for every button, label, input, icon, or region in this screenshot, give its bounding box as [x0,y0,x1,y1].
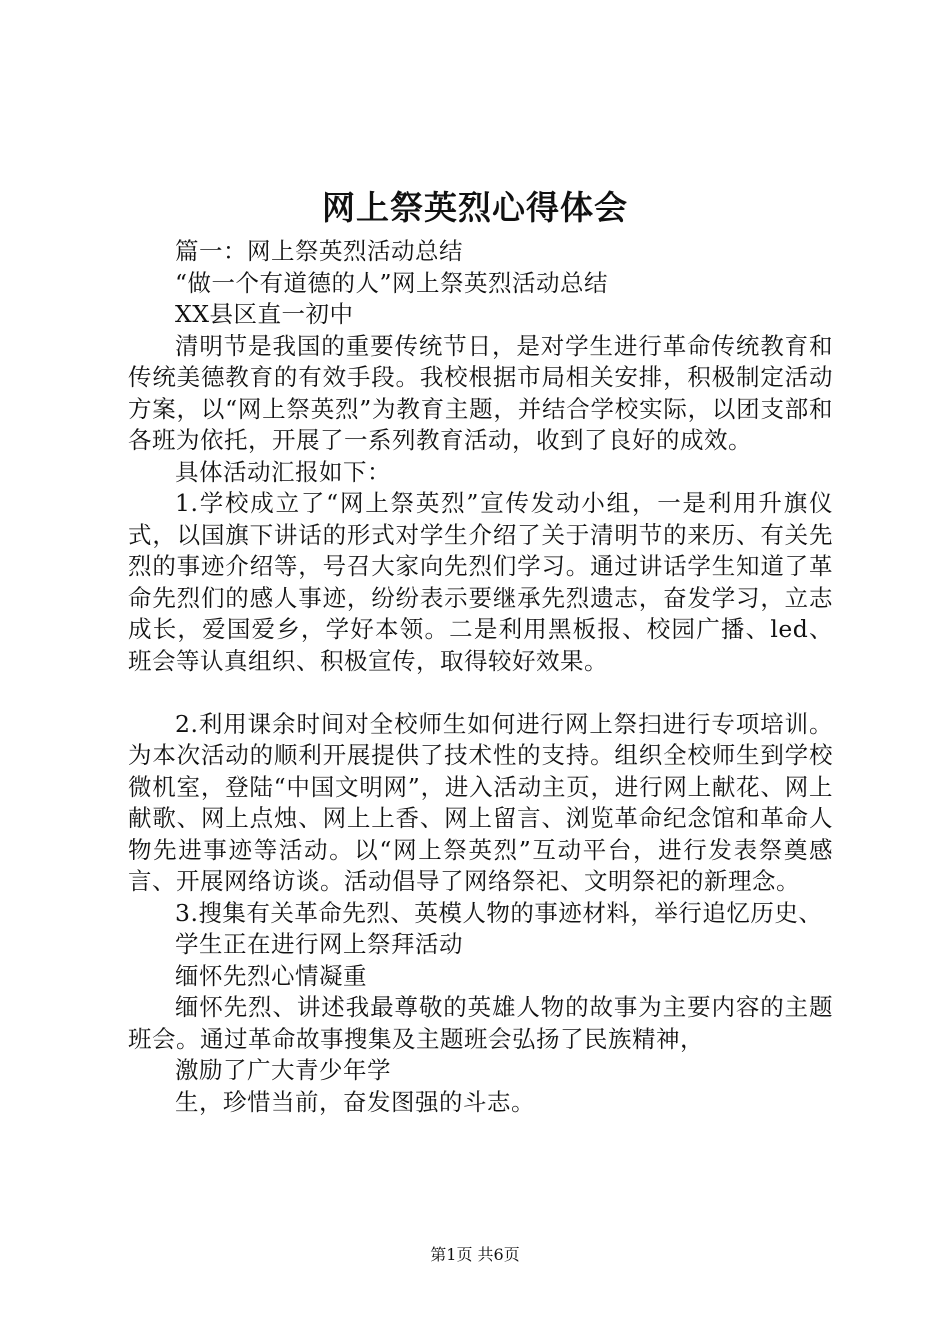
photo-caption: 学生正在进行网上祭拜活动 [175,930,463,958]
report-title: “做一个有道德的人”网上祭英烈活动总结 [175,268,609,297]
body-paragraph: 激励了广大青少年学 [175,1056,391,1084]
paragraph-gap [128,677,833,709]
body-paragraph: 2.利用课余时间对全校师生如何进行网上祭扫进行专项培训。为本次活动的顺利开展提供了技术性的支持。组织全校师生到学校微机室，登陆“中国文明网”，进入活动主页，进行网上献花、网上献歌、网上点烛、网上上香、网上留言、浏览革命纪念馆和革命人物先进事迹等活动。以“网上祭英烈”互动平台，进行发表祭奠感言、开展网络访谈。活动倡导了网络祭祀、文明祭祀的新理念。 [128,709,833,895]
body-paragraph: 1.学校成立了“网上祭英烈”宣传发动小组，一是利用升旗仪式，以国旗下讲话的形式对学生介绍了关于清明节的来历、有关先烈的事迹介绍等，号召大家向先烈们学习。通过讲话学生知道了革命先烈们的感人事迹，纷纷表示要继承先烈遗志，奋发学习，立志成长，爱国爱乡，学好本领。二是利用黑板报、校园广播、led、班会等认真组织、积极宣传，取得较好效果。 [128,489,833,675]
body-paragraph: 具体活动汇报如下： [175,457,391,486]
page-footer: 第1页 共6页 [430,1245,520,1264]
body-paragraph: 清明节是我国的重要传统节日，是对学生进行革命传统教育和传统美德教育的有效手段。我校根据市局相关安排，积极制定活动方案，以“网上祭英烈”为教育主题，并结合学校实际，以团支部和各班为依托，开展了一系列教育活动，收到了良好的成效。 [128,331,833,454]
school-name: XX县区直一初中 [175,300,354,328]
document-title: 网上祭英烈心得体会 [322,188,628,227]
document-body [128,236,833,1118]
body-paragraph: 生，珍惜当前，奋发图强的斗志。 [175,1087,535,1116]
photo-caption: 缅怀先烈心情凝重 [175,961,367,990]
section-heading: 篇一：网上祭英烈活动总结 [175,237,463,265]
body-paragraph: 缅怀先烈、讲述我最尊敬的英雄人物的故事为主要内容的主题班会。通过革命故事搜集及主题班会弘扬了民族精神， [128,993,833,1053]
body-paragraph: 3.搜集有关革命先烈、英模人物的事迹材料，举行追忆历史、 [175,898,823,927]
